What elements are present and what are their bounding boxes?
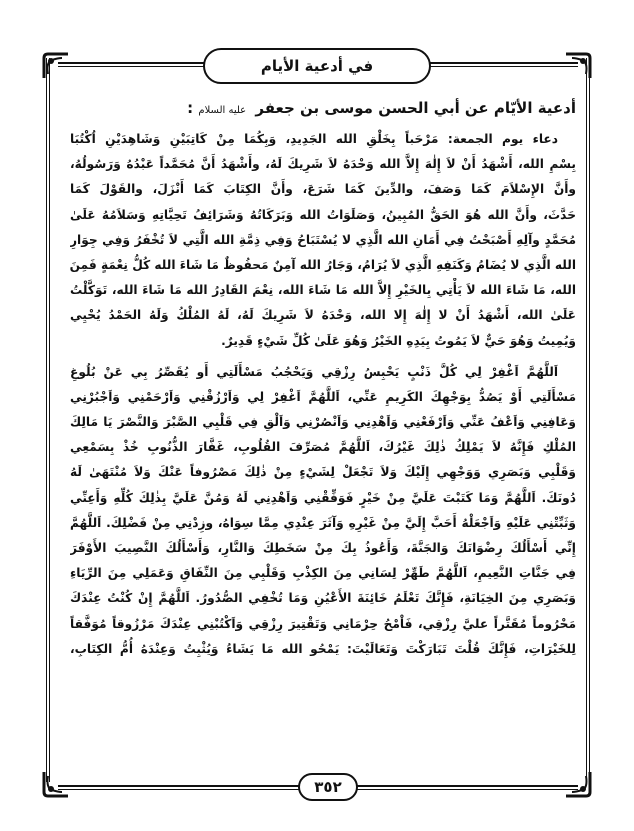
page-content <box>70 96 576 662</box>
running-header-title: في أدعية الأيام <box>260 57 374 75</box>
ornament-corner-icon <box>564 50 594 80</box>
text-line: المُلْكِ فَإِنَّهُ لاَ يَمْلِكُ ذٰلِكَ غَيْرُكَ، اَللَّهُمَّ مُصَرِّفَ القُلُوبِ، غَفَّارَ الذُّنُوبِ خُذْ بِسَمْعِي <box>70 440 576 455</box>
text-line: لِلخَيْرَاتِ، فَإِنَّكَ قُلْتَ تَبَارَكْتَ وَتَعَالَيْتَ: يَمْحُو الله مَا يَشَاءُ وَيُثْبِتُ وَعِنْدَهُ أُمُّ الكِتَابِ، <box>70 641 576 656</box>
text-line: فِي جَنَّاتِ النَّعِيمِ، اَللَّهُمَّ طَهِّرْ لِسَانِي مِنَ الكِذْبِ وَقَلْبِي مِنَ النِّفَاقِ وَعَمَلِي مِنَ الرِّيَاءِ <box>70 566 576 581</box>
text-line: وأَنَّ الإِسْلاَمَ كَمَا وَصَفَ، والدِّينَ كَمَا شَرَعَ، وأَنَّ الكِتَابَ كَمَا أَنْزَلَ، والقَوْلَ كَمَا <box>70 182 576 197</box>
text-line: الله، مَا شَاءَ الله لاَ يَأْتِي بِالخَيْرِ إِلاَّ الله مَا شَاءَ الله، نِعْمَ القَادِرُ الله مَا شَاءَ الله، تَوَكَّلْتُ <box>70 283 576 298</box>
text-line: وَيُمِيتُ وَهُوَ حَيٌّ لاَ يَمُوتُ بِيَدِهِ الخَيْرُ وَهُوَ عَلَىٰ كُلِّ شَيْءٍ قَدِيرٌ. <box>221 333 576 348</box>
text-line: دعاء يوم الجمعة: مَرْحَباً بِخَلْقِ الله الجَدِيدِ، وَبِكُمَا مِنْ كَاتِبَيْنِ وَشَاهِدَيْنِ اُكْتُبَا <box>70 132 558 146</box>
text-line: بِسْمِ الله، أَشْهَدُ أَنْ لاَ إِلٰهَ إِلاَّ الله وَحْدَهُ لاَ شَرِيكَ لَهُ، وأَشْهَدُ أَنَّ مُحَمَّداً عَبْدُهُ وَرَسُولُهُ، <box>70 157 576 172</box>
text-line: مَسْأَلَتِي أَوْ يَصُدُّ بِوَجْهِكَ الكَرِيمِ عَنِّي، اَللَّهُمَّ اَغْفِرْ لِي وَاَرْزُقْنِي وَاَرْحَمْنِي وَاَجْبُرْنِي <box>70 389 576 404</box>
ornament-corner-icon <box>40 50 70 80</box>
ornament-corner-icon <box>40 770 70 800</box>
text-line: وَثَبِّتْنِي عَلَيْهِ وَاَجْعَلْهُ أَحَبَّ إِلَيَّ مِنْ غَيْرِهِ وَآثَرَ عِنْدِي مِمَّا سِوَاهُ، وزِدْنِي مِنْ فَضْلِكَ. اَللَّهُمَّ <box>70 515 576 530</box>
text-line: مُحَمَّدٍ وآلِهِ أَصْبَحْتُ فِي أَمَانِ الله الَّذِي لا يُسْتَبَاحُ وَفِي ذِمَّةِ الله الَّتِي لاَ تُخْفَرُ وَفِي جِوَارِ <box>70 232 576 247</box>
text-line: دُونَكَ. اَللَّهُمَّ وَمَا كَتَبْتَ عَلَيَّ مِنْ خَيْرٍ فَوَفِّقْنِي وَاَهْدِنِي لَهُ وَمُنَّ عَلَيَّ بِذٰلِكَ كُلِّهِ وَأَعِنِّي <box>70 490 576 505</box>
text-line: اَللَّهُمَّ اَغْفِرْ لِي كُلَّ ذَنْبٍ يَحْبِسُ رِزْقِي وَيَحْجُبُ مَسْأَلَتِي أَو يُقَصِّرُ بِي عَنْ بُلُوغِ <box>70 364 558 379</box>
text-line: عَلَىٰ الله، أَشْهَدُ أَنْ لا إِلٰهَ إِلا الله، وَحْدَهُ لاَ شَرِيكَ لَهُ، لَهُ المُلْكُ وَلَهُ الحَمْدُ يُحْيِي <box>70 308 576 323</box>
paragraph-friday-prayer <box>70 127 576 354</box>
heading-colon: : <box>187 99 194 117</box>
text-line: وَبَصَرِي مِنَ الخِيَانَةِ، فَإِنَّكَ تَعْلَمُ خَائِنَةَ الأَعْيُنِ وَمَا تُخْفِي الصُّدُورُ. اَللَّهُمَّ إِنْ كُنْتُ عِنْدَكَ <box>70 591 576 606</box>
text-line: وَقَلْبِي وَبَصَرِي وَوَجْهِي إِلَيْكَ وَلاَ تَجْعَلْ لِشَيْءٍ مِنْ ذٰلِكَ مَصْرُوفاً عَنْكَ وَلاَ مُنْتَهَىٰ لَهُ <box>70 465 576 480</box>
section-heading-text: أدعية الأيّام عن أبي الحسن موسى بن جعفر <box>255 99 576 117</box>
text-line: الله الَّذِي لا يُضَامُ وَكَنَفِهِ الَّذِي لاَ يُرَامُ، وَجَارُ الله آمِنٌ مَحفُوظٌ مَا شَاءَ الله كُلُّ نِعْمَةٍ فَمِنَ <box>70 257 576 272</box>
paragraph-supplication <box>70 360 576 662</box>
text-line: حَدَّثَ، وأَنَّ الله هُوَ الحَقُّ المُبِينُ، وَصَلَوَاتُ الله وَبَرَكَاتُهُ وَشَرَائِفُ تَحِيَّاتِهِ وَسَلاَمُهُ عَلَىٰ <box>70 207 576 222</box>
page-number-badge <box>298 773 358 801</box>
running-header <box>203 48 431 84</box>
text-line: وَعَافِنِي وَاَعْفُ عَنِّي وَاَرْفَعْنِي وَاَهْدِنِي وَاَنْصُرْنِي وَاَلْقِ فِي قَلْبِي الصَّبْرَ وَالنَّصْرَ يَا مَالِكَ <box>70 415 576 430</box>
honorific-ligature: عليه السلام <box>198 105 247 116</box>
text-line: إِنِّي أَسْأَلُكَ رِضْوَانَكَ وَالجَنَّةَ، وَأَعُوذُ بِكَ مِنْ سَخَطِكَ وَالنَّارِ، وَأَسْأَلُكَ النَّصِيبَ الأَوْفَرَ <box>70 541 576 555</box>
page-number: ٣٥٢ <box>314 778 342 796</box>
text-line: مَحْرُوماً مُقَتَّراً عليَّ رِزْقِي، فَاْمْحُ حِرْمَانِي وَتَقْتِيرَ رِزْقِي وَاَكْتُبْنِي عِنْدَكَ مَرْزُوقاً مُوَفَّقاً <box>70 616 576 631</box>
ornament-corner-icon <box>564 770 594 800</box>
section-heading <box>70 96 576 123</box>
